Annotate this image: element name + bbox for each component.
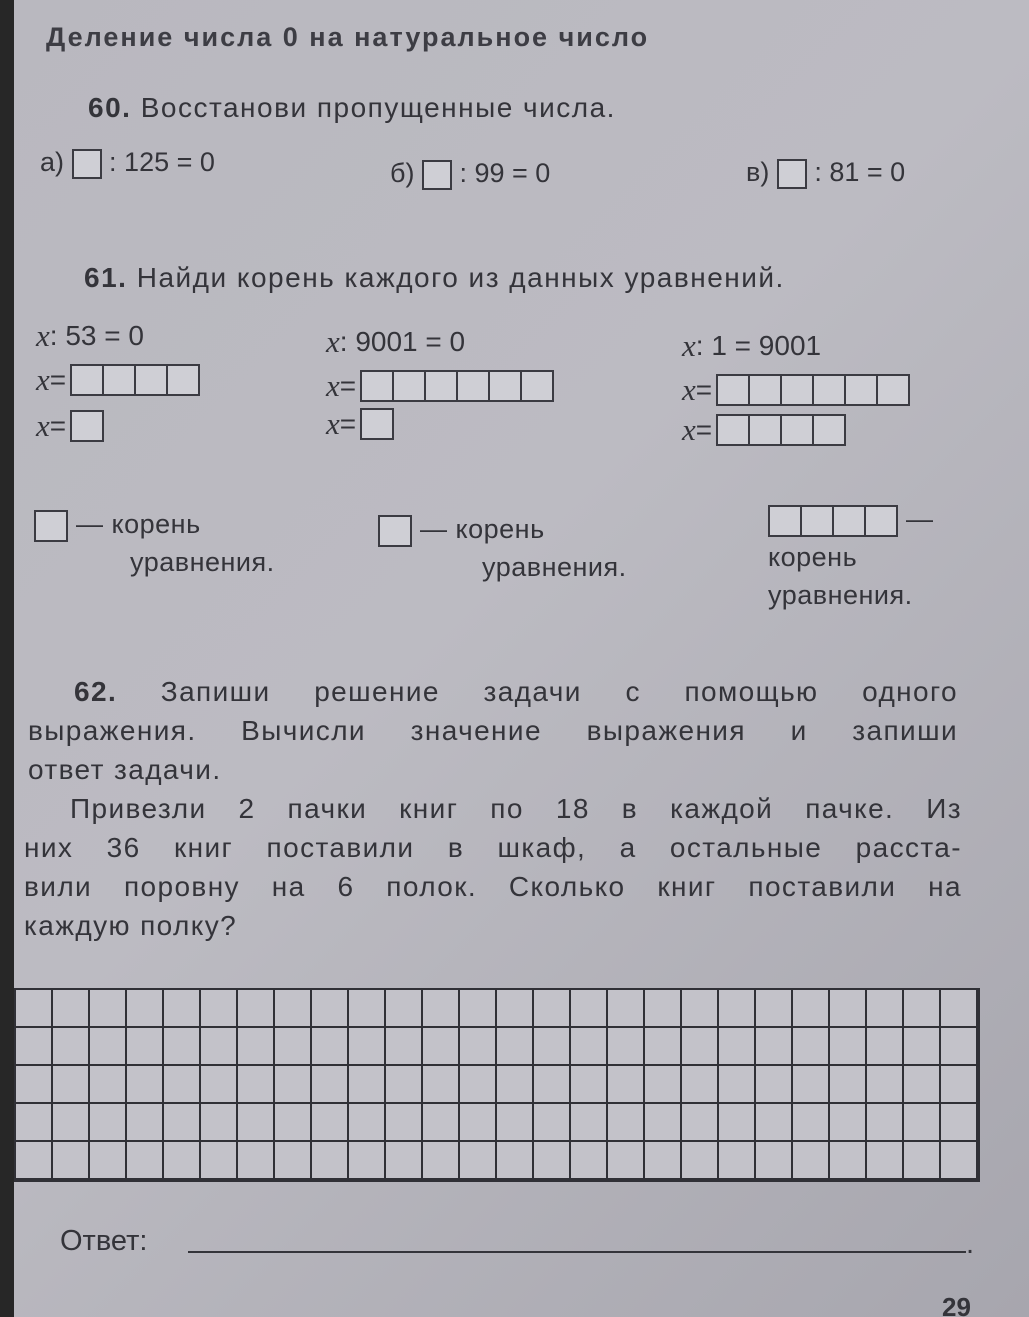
item-label: в)	[746, 157, 770, 187]
root-word: уравнения.	[482, 552, 627, 582]
answer-cells[interactable]	[768, 505, 898, 537]
answer-cells[interactable]	[378, 515, 412, 547]
answer-label: Ответ:	[60, 1225, 148, 1257]
variable: x	[682, 328, 696, 363]
root-statement-2	[378, 510, 627, 586]
task-62-number: 62.	[74, 676, 118, 707]
task-62-intro-line: ответ задачи.	[28, 754, 222, 785]
problem-line: Привезли 2 пачки книг по 18 в каждой пачке. Из	[70, 793, 962, 824]
variable: x	[326, 368, 340, 403]
task-61-number: 61.	[84, 262, 128, 293]
section-title: Деление числа 0 на натуральное число	[46, 22, 650, 52]
answer-cells[interactable]	[70, 410, 104, 442]
equation-3-step-2	[682, 412, 846, 448]
variable: x	[36, 408, 50, 443]
variable: x	[36, 362, 50, 397]
equals-sign: =	[49, 364, 67, 395]
variable: x	[326, 406, 340, 441]
equation-3-step-1	[682, 372, 910, 408]
item-label: а)	[40, 147, 65, 177]
task-60-heading	[88, 92, 616, 124]
answer-box[interactable]	[72, 149, 102, 179]
task-62-problem	[24, 789, 962, 945]
equation-3	[682, 328, 821, 364]
equals-sign: =	[695, 414, 713, 445]
root-statement-3	[768, 500, 934, 614]
root-dash-text: —	[898, 504, 934, 534]
task-62-intro-line	[28, 672, 958, 711]
problem-line: них 36 книг поставили в шкаф, а остальные расста-	[24, 832, 962, 863]
item-label: б)	[390, 158, 415, 188]
answer-box[interactable]	[777, 159, 807, 189]
solution-grid[interactable]	[14, 988, 980, 1182]
equals-sign: =	[339, 408, 357, 439]
equals-sign: =	[339, 370, 357, 401]
task-61-heading	[84, 262, 785, 294]
equation-text: : 1 = 9001	[695, 330, 822, 361]
root-dash-text: — корень	[68, 509, 201, 539]
answer-cells[interactable]	[716, 374, 910, 406]
text-line: Запиши решение задачи с помощью одного	[160, 676, 958, 707]
answer-cells[interactable]	[34, 510, 68, 542]
task-62-intro	[28, 672, 958, 789]
equation-2-step-1	[326, 368, 554, 404]
equation-2-step-2	[326, 406, 394, 442]
item-expression: : 99 = 0	[459, 158, 551, 188]
task-60-number: 60.	[88, 92, 132, 123]
equals-sign: =	[695, 374, 713, 405]
root-statement-1	[34, 505, 275, 581]
answer-line[interactable]	[188, 1251, 966, 1253]
task-60-item-a	[40, 147, 215, 179]
root-word: уравнения.	[768, 580, 913, 610]
equals-sign: =	[49, 410, 67, 441]
task-62-intro-line: выражения. Вычисли значение выражения и запиши	[28, 715, 958, 746]
item-expression: : 81 = 0	[814, 157, 906, 187]
answer-cells[interactable]	[360, 408, 394, 440]
equation-1-step-1	[36, 362, 200, 398]
equation-text: : 9001 = 0	[339, 326, 466, 357]
equation-2	[326, 324, 465, 360]
equation-1	[36, 318, 144, 354]
variable: x	[682, 412, 696, 447]
variable: x	[682, 372, 696, 407]
task-60-item-c	[746, 157, 905, 189]
task-60-item-b	[390, 158, 550, 190]
workbook-page	[14, 0, 1029, 1317]
item-expression: : 125 = 0	[109, 147, 215, 177]
answer-cells[interactable]	[360, 370, 554, 402]
task-61-text: Найди корень каждого из данных уравнений.	[136, 262, 785, 293]
root-dash-text: — корень	[412, 514, 545, 544]
problem-line: каждую полку?	[24, 910, 238, 941]
root-word-line-2: корень	[768, 542, 858, 572]
answer-cells[interactable]	[70, 364, 200, 396]
page-number: 29	[942, 1292, 971, 1317]
variable: x	[326, 324, 340, 359]
equation-text: : 53 = 0	[49, 320, 144, 351]
root-word: уравнения.	[130, 547, 275, 577]
variable: x	[36, 318, 50, 353]
answer-end-dot: .	[966, 1228, 975, 1260]
task-60-text: Восстанови пропущенные числа.	[140, 92, 616, 123]
problem-line: вили поровну на 6 полок. Сколько книг поставили на	[24, 871, 962, 902]
equation-1-step-2	[36, 408, 104, 444]
answer-cells[interactable]	[716, 414, 846, 446]
answer-box[interactable]	[422, 160, 452, 190]
